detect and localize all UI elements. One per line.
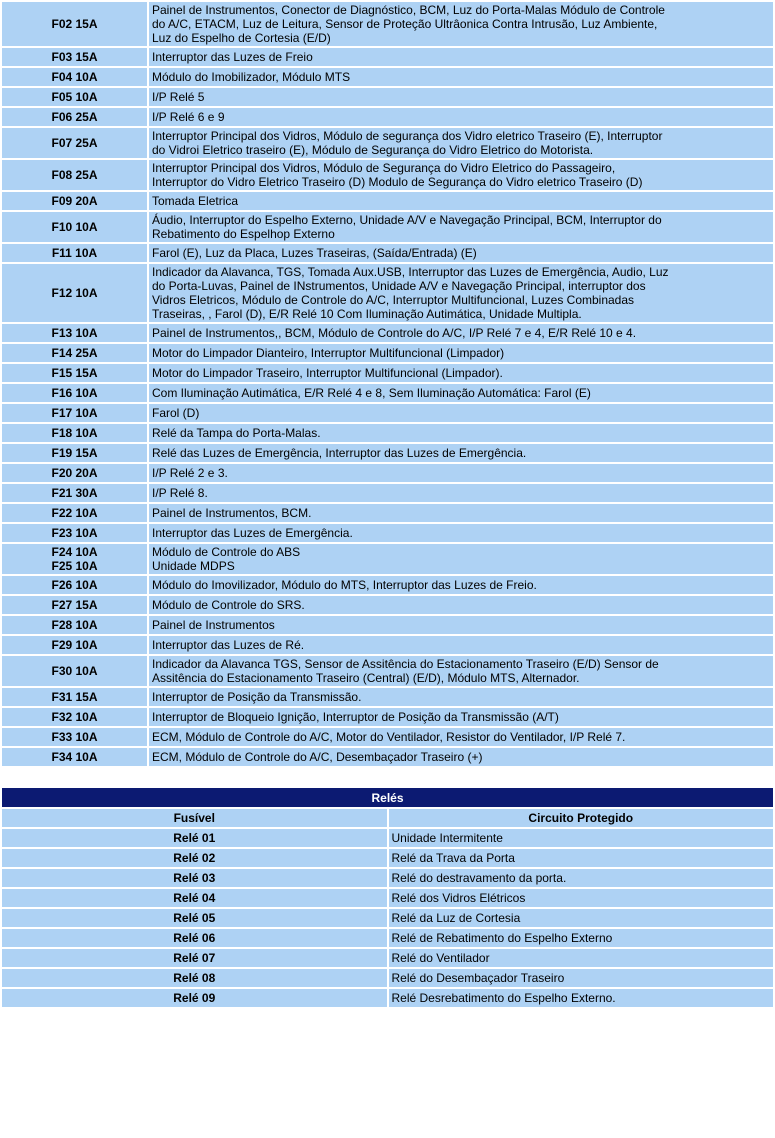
relay-row [2, 969, 773, 987]
fuse-row [2, 2, 773, 46]
fuse-code: F18 10A [2, 424, 147, 442]
fuse-circuit: Módulo de Controle do ABS Unidade MDPS [149, 544, 773, 574]
fuse-circuit: Indicador da Alavanca, TGS, Tomada Aux.USB, Interruptor das Luzes de Emergência, Audio, Luz do Porta-Luvas, Painel de INstrumentos, Unidade A/V e Navegação Principal, interruptor dos Vidros Eletricos, Módulo de Controle do A/C, Interruptor Multifuncional, Luzes Combinadas Traseiras, , Farol (D), E/R Relé 10 Com Iluminação Autimática, Unidade Multipla. [149, 264, 773, 322]
column-header-circuit: Circuito Protegido [389, 809, 774, 827]
relay-circuit: Relé do destravamento da porta. [389, 869, 774, 887]
fuse-circuit: Interruptor Principal dos Vidros, Módulo de segurança dos Vidro eletrico Traseiro (E), Interruptor do Vidroi Eletrico traseiro (E), Módulo de Segurança do Vidro Eletrico do Motorista. [149, 128, 773, 158]
relay-circuit: Relé do Ventilador [389, 949, 774, 967]
fuse-code: F32 10A [2, 708, 147, 726]
fuse-code: F02 15A [2, 2, 147, 46]
fuse-code: F24 10A F25 10A [2, 544, 147, 574]
fuse-code: F33 10A [2, 728, 147, 746]
fuse-row [2, 160, 773, 190]
fuse-circuit: Com Iluminação Autimática, E/R Relé 4 e 8, Sem Iluminação Automática: Farol (E) [149, 384, 773, 402]
relay-row [2, 909, 773, 927]
relay-row [2, 889, 773, 907]
fuse-circuit: I/P Relé 2 e 3. [149, 464, 773, 482]
relay-row [2, 989, 773, 1007]
relay-circuit: Relé de Rebatimento do Espelho Externo [389, 929, 774, 947]
fuse-row [2, 88, 773, 106]
fuse-circuit: Painel de Instrumentos, Conector de Diagnóstico, BCM, Luz do Porta-Malas Módulo de Controle do A/C, ETACM, Luz de Leitura, Sensor de Proteção Ultrâonica Contra Intrusão, Luz Ambiente, Luz do Espelho de Cortesia (E/D) [149, 2, 773, 46]
relay-row [2, 949, 773, 967]
relay-code: Relé 06 [2, 929, 387, 947]
fuse-circuit: Módulo do Imobilizador, Módulo MTS [149, 68, 773, 86]
fuse-row [2, 596, 773, 614]
fuse-row [2, 616, 773, 634]
fuse-row [2, 688, 773, 706]
fuse-row [2, 444, 773, 462]
fuse-row [2, 544, 773, 574]
fuse-circuit: I/P Relé 5 [149, 88, 773, 106]
relay-row [2, 929, 773, 947]
fuse-code: F10 10A [2, 212, 147, 242]
relay-circuit: Relé do Desembaçador Traseiro [389, 969, 774, 987]
fuse-code: F07 25A [2, 128, 147, 158]
fuse-row [2, 68, 773, 86]
fuse-circuit: ECM, Módulo de Controle do A/C, Desembaçador Traseiro (+) [149, 748, 773, 766]
fuse-row [2, 708, 773, 726]
fuse-code: F09 20A [2, 192, 147, 210]
fuse-code: F14 25A [2, 344, 147, 362]
relay-code: Relé 02 [2, 849, 387, 867]
fuse-circuit: Interruptor de Posição da Transmissão. [149, 688, 773, 706]
fuse-row [2, 364, 773, 382]
fuse-code: F28 10A [2, 616, 147, 634]
fuse-code: F29 10A [2, 636, 147, 654]
fuse-code: F26 10A [2, 576, 147, 594]
fuse-code: F15 15A [2, 364, 147, 382]
fuse-code: F21 30A [2, 484, 147, 502]
fuse-row [2, 728, 773, 746]
fuse-circuit: Módulo de Controle do SRS. [149, 596, 773, 614]
fuse-row [2, 464, 773, 482]
fuse-code: F03 15A [2, 48, 147, 66]
fuse-circuit: Painel de Instrumentos [149, 616, 773, 634]
fuse-code: F34 10A [2, 748, 147, 766]
relay-row [2, 849, 773, 867]
fuse-circuit: Indicador da Alavanca TGS, Sensor de Assitência do Estacionamento Traseiro (E/D) Sensor de Assitência do Estacionamento Traseiro (Central) (E/D), Módulo MTS, Alternador. [149, 656, 773, 686]
relay-code: Relé 01 [2, 829, 387, 847]
fuse-circuit: Painel de Instrumentos, BCM. [149, 504, 773, 522]
fuse-code: F17 10A [2, 404, 147, 422]
fuse-row [2, 404, 773, 422]
fuse-circuit: Farol (D) [149, 404, 773, 422]
relay-code: Relé 09 [2, 989, 387, 1007]
fuse-code: F31 15A [2, 688, 147, 706]
fuse-circuit: I/P Relé 8. [149, 484, 773, 502]
fuse-row [2, 244, 773, 262]
fuse-circuit: I/P Relé 6 e 9 [149, 108, 773, 126]
relay-code: Relé 07 [2, 949, 387, 967]
fuse-circuit: Farol (E), Luz da Placa, Luzes Traseiras, (Saída/Entrada) (E) [149, 244, 773, 262]
fuse-row [2, 576, 773, 594]
relay-section [0, 786, 775, 1009]
fuse-code: F27 15A [2, 596, 147, 614]
relay-code: Relé 05 [2, 909, 387, 927]
column-header-fuse: Fusível [2, 809, 387, 827]
fuse-row [2, 324, 773, 342]
fuse-code: F22 10A [2, 504, 147, 522]
fuse-circuit: Motor do Limpador Dianteiro, Interruptor Multifuncional (Limpador) [149, 344, 773, 362]
fuse-code: F08 25A [2, 160, 147, 190]
fuse-code: F30 10A [2, 656, 147, 686]
fuse-row [2, 108, 773, 126]
relay-table-title: Relés [2, 788, 773, 807]
fuse-row [2, 656, 773, 686]
fuse-code: F19 15A [2, 444, 147, 462]
fuse-circuit: Módulo do Imovilizador, Módulo do MTS, Interruptor das Luzes de Freio. [149, 576, 773, 594]
relay-table [0, 786, 775, 1009]
fuse-row [2, 636, 773, 654]
relay-row [2, 869, 773, 887]
fuse-row [2, 504, 773, 522]
fuse-code: F16 10A [2, 384, 147, 402]
fuse-row [2, 264, 773, 322]
fuse-row [2, 192, 773, 210]
fuse-row [2, 524, 773, 542]
fuse-row [2, 748, 773, 766]
relay-circuit: Relé da Luz de Cortesia [389, 909, 774, 927]
fuse-circuit: Relé das Luzes de Emergência, Interruptor das Luzes de Emergência. [149, 444, 773, 462]
fuse-table-body [2, 2, 773, 766]
fuse-circuit: Interruptor de Bloqueio Ignição, Interruptor de Posição da Transmissão (A/T) [149, 708, 773, 726]
fuse-circuit: Relé da Tampa do Porta-Malas. [149, 424, 773, 442]
fuse-code: F05 10A [2, 88, 147, 106]
fuse-code: F11 10A [2, 244, 147, 262]
fuse-code: F13 10A [2, 324, 147, 342]
fuse-circuit: Interruptor das Luzes de Ré. [149, 636, 773, 654]
fuse-circuit: Áudio, Interruptor do Espelho Externo, Unidade A/V e Navegação Principal, BCM, Interruptor do Rebatimento do Espelhop Externo [149, 212, 773, 242]
fuse-code: F04 10A [2, 68, 147, 86]
fuse-row [2, 384, 773, 402]
fuse-row [2, 48, 773, 66]
fuse-circuit: Painel de Instrumentos,, BCM, Módulo de Controle do A/C, I/P Relé 7 e 4, E/R Relé 10 e 4. [149, 324, 773, 342]
relay-circuit: Unidade Intermitente [389, 829, 774, 847]
relay-code: Relé 04 [2, 889, 387, 907]
relay-table-body [2, 829, 773, 1007]
relay-row [2, 829, 773, 847]
fuse-code: F06 25A [2, 108, 147, 126]
relay-code: Relé 03 [2, 869, 387, 887]
fuse-row [2, 484, 773, 502]
fuse-code: F12 10A [2, 264, 147, 322]
fuse-circuit: ECM, Módulo de Controle do A/C, Motor do Ventilador, Resistor do Ventilador, I/P Relé 7. [149, 728, 773, 746]
fuse-code: F20 20A [2, 464, 147, 482]
fuse-circuit: Interruptor Principal dos Vidros, Módulo de Segurança do Vidro Eletrico do Passageiro, Interruptor do Vidro Eletrico Traseiro (D) Modulo de Segurança do Vidro eletrico Traseiro (D) [149, 160, 773, 190]
relay-circuit: Relé dos Vidros Elétricos [389, 889, 774, 907]
fuse-code: F23 10A [2, 524, 147, 542]
fuse-row [2, 424, 773, 442]
relay-code: Relé 08 [2, 969, 387, 987]
relay-circuit: Relé da Trava da Porta [389, 849, 774, 867]
fuse-circuit: Motor do Limpador Traseiro, Interruptor Multifuncional (Limpador). [149, 364, 773, 382]
fuse-circuit: Interruptor das Luzes de Emergência. [149, 524, 773, 542]
fuse-circuit: Interruptor das Luzes de Freio [149, 48, 773, 66]
fuse-row [2, 128, 773, 158]
relay-circuit: Relé Desrebatimento do Espelho Externo. [389, 989, 774, 1007]
fuse-circuit: Tomada Eletrica [149, 192, 773, 210]
fuse-row [2, 344, 773, 362]
fuse-row [2, 212, 773, 242]
